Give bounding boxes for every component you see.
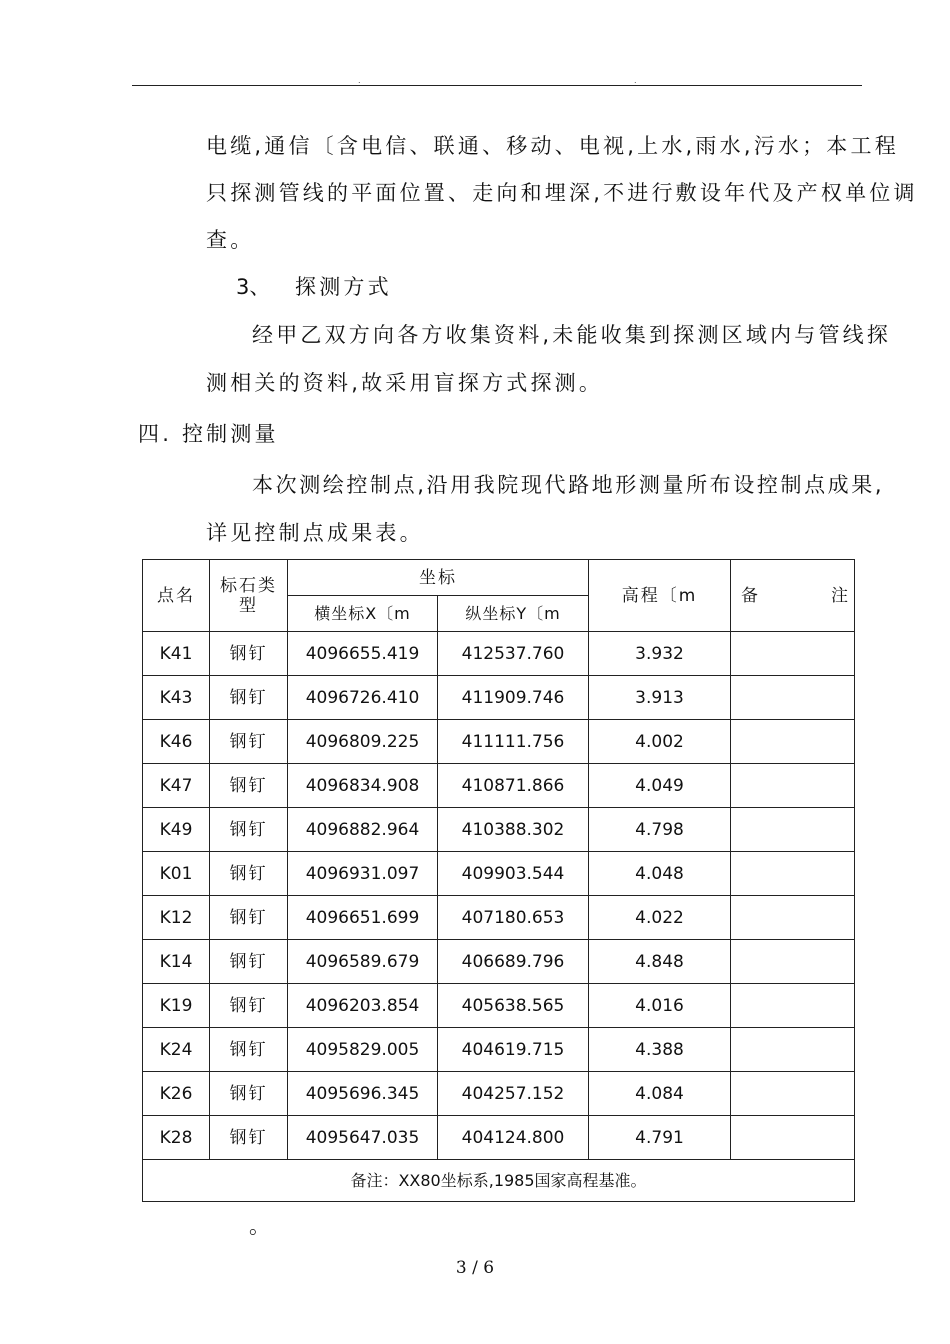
header-rule xyxy=(132,85,862,86)
y-coordinate-cell: 409903.544 xyxy=(438,852,589,896)
table-row xyxy=(143,896,855,940)
stone-type-cell: 钢钉 xyxy=(210,1028,288,1072)
point-name-cell: K47 xyxy=(143,764,210,808)
paragraph-1-line-2: 只探测管线的平面位置、走向和埋深,不进行敷设年代及产权单位调 xyxy=(206,181,918,205)
header-y-coordinate: 纵坐标Y〔m xyxy=(438,596,589,632)
header-point-name: 点名 xyxy=(143,560,210,632)
elevation-cell: 4.048 xyxy=(589,852,731,896)
x-coordinate-cell: 4096809.225 xyxy=(288,720,438,764)
point-name-cell: K43 xyxy=(143,676,210,720)
y-coordinate-cell: 410871.866 xyxy=(438,764,589,808)
point-name-cell: K49 xyxy=(143,808,210,852)
table-row xyxy=(143,984,855,1028)
section-3-number: 3、 xyxy=(236,275,271,299)
point-name-cell: K24 xyxy=(143,1028,210,1072)
stone-type-cell: 钢钉 xyxy=(210,808,288,852)
stone-type-cell: 钢钉 xyxy=(210,632,288,676)
table-row xyxy=(143,676,855,720)
remark-cell xyxy=(731,940,855,984)
paragraph-3-line-2: 详见控制点成果表。 xyxy=(206,521,424,545)
paragraph-3-line-1: 本次测绘控制点,沿用我院现代路地形测量所布设控制点成果, xyxy=(252,473,885,497)
x-coordinate-cell: 4096651.699 xyxy=(288,896,438,940)
elevation-cell: 4.084 xyxy=(589,1072,731,1116)
x-coordinate-cell: 4095696.345 xyxy=(288,1072,438,1116)
table-row xyxy=(143,940,855,984)
header-dot-right: . xyxy=(634,76,637,85)
x-coordinate-cell: 4096882.964 xyxy=(288,808,438,852)
y-coordinate-cell: 412537.760 xyxy=(438,632,589,676)
point-name-cell: K41 xyxy=(143,632,210,676)
elevation-cell: 3.932 xyxy=(589,632,731,676)
paragraph-2-line-1: 经甲乙双方向各方收集资料,未能收集到探测区域内与管线探 xyxy=(252,323,892,347)
remark-cell xyxy=(731,676,855,720)
y-coordinate-cell: 404619.715 xyxy=(438,1028,589,1072)
header-dot-left: . xyxy=(358,76,361,85)
elevation-cell: 4.388 xyxy=(589,1028,731,1072)
table-row xyxy=(143,632,855,676)
point-name-cell: K12 xyxy=(143,896,210,940)
point-name-cell: K19 xyxy=(143,984,210,1028)
table-row xyxy=(143,808,855,852)
stone-type-cell: 钢钉 xyxy=(210,764,288,808)
remark-cell xyxy=(731,764,855,808)
x-coordinate-cell: 4095829.005 xyxy=(288,1028,438,1072)
elevation-cell: 4.049 xyxy=(589,764,731,808)
header-x-coordinate: 横坐标X〔m xyxy=(288,596,438,632)
remark-cell xyxy=(731,808,855,852)
x-coordinate-cell: 4096931.097 xyxy=(288,852,438,896)
header-stone-type: 标石类型 xyxy=(210,560,288,632)
paragraph-1-line-1: 电缆,通信〔含电信、联通、移动、电视,上水,雨水,污水；本工程 xyxy=(206,134,899,158)
stone-type-cell: 钢钉 xyxy=(210,1116,288,1160)
elevation-cell: 4.016 xyxy=(589,984,731,1028)
point-name-cell: K28 xyxy=(143,1116,210,1160)
remark-cell xyxy=(731,896,855,940)
y-coordinate-cell: 404124.800 xyxy=(438,1116,589,1160)
paragraph-1-line-3: 查。 xyxy=(206,228,255,252)
page-number: 3 / 6 xyxy=(455,1258,495,1278)
remark-cell xyxy=(731,632,855,676)
x-coordinate-cell: 4095647.035 xyxy=(288,1116,438,1160)
x-coordinate-cell: 4096655.419 xyxy=(288,632,438,676)
elevation-cell: 3.913 xyxy=(589,676,731,720)
section-3-title: 探测方式 xyxy=(295,275,392,299)
header-remark xyxy=(731,560,855,632)
stone-type-cell: 钢钉 xyxy=(210,896,288,940)
point-name-cell: K26 xyxy=(143,1072,210,1116)
remark-cell xyxy=(731,1116,855,1160)
stone-type-cell: 钢钉 xyxy=(210,1072,288,1116)
elevation-cell: 4.022 xyxy=(589,896,731,940)
table-row xyxy=(143,852,855,896)
x-coordinate-cell: 4096203.854 xyxy=(288,984,438,1028)
y-coordinate-cell: 404257.152 xyxy=(438,1072,589,1116)
stone-type-cell: 钢钉 xyxy=(210,720,288,764)
table-row xyxy=(143,764,855,808)
control-point-table xyxy=(142,559,855,1202)
y-coordinate-cell: 411111.756 xyxy=(438,720,589,764)
stone-type-cell: 钢钉 xyxy=(210,852,288,896)
stone-type-cell: 钢钉 xyxy=(210,984,288,1028)
y-coordinate-cell: 410388.302 xyxy=(438,808,589,852)
paragraph-2-line-2: 测相关的资料,故采用盲探方式探测。 xyxy=(206,371,604,395)
point-name-cell: K46 xyxy=(143,720,210,764)
elevation-cell: 4.002 xyxy=(589,720,731,764)
stone-type-cell: 钢钉 xyxy=(210,676,288,720)
remark-cell xyxy=(731,852,855,896)
table-row xyxy=(143,1116,855,1160)
section-4-heading: 四. 控制测量 xyxy=(138,422,279,446)
point-name-cell: K01 xyxy=(143,852,210,896)
table-row xyxy=(143,1072,855,1116)
y-coordinate-cell: 405638.565 xyxy=(438,984,589,1028)
trailing-mark: 。 xyxy=(249,1214,274,1238)
table-row xyxy=(143,720,855,764)
header-coordinates: 坐标 xyxy=(288,560,589,596)
remark-cell xyxy=(731,1028,855,1072)
remark-cell xyxy=(731,1072,855,1116)
x-coordinate-cell: 4096589.679 xyxy=(288,940,438,984)
remark-cell xyxy=(731,720,855,764)
header-remark-char-1: 备 xyxy=(741,585,760,606)
x-coordinate-cell: 4096834.908 xyxy=(288,764,438,808)
elevation-cell: 4.798 xyxy=(589,808,731,852)
point-name-cell: K14 xyxy=(143,940,210,984)
elevation-cell: 4.848 xyxy=(589,940,731,984)
header-remark-char-2: 注 xyxy=(831,585,850,606)
remark-cell xyxy=(731,984,855,1028)
y-coordinate-cell: 407180.653 xyxy=(438,896,589,940)
table-footnote: 备注：XX80坐标系,1985国家高程基准。 xyxy=(143,1160,855,1202)
table-row xyxy=(143,1028,855,1072)
y-coordinate-cell: 406689.796 xyxy=(438,940,589,984)
elevation-cell: 4.791 xyxy=(589,1116,731,1160)
stone-type-cell: 钢钉 xyxy=(210,940,288,984)
y-coordinate-cell: 411909.746 xyxy=(438,676,589,720)
header-elevation: 高程〔m xyxy=(589,560,731,632)
x-coordinate-cell: 4096726.410 xyxy=(288,676,438,720)
